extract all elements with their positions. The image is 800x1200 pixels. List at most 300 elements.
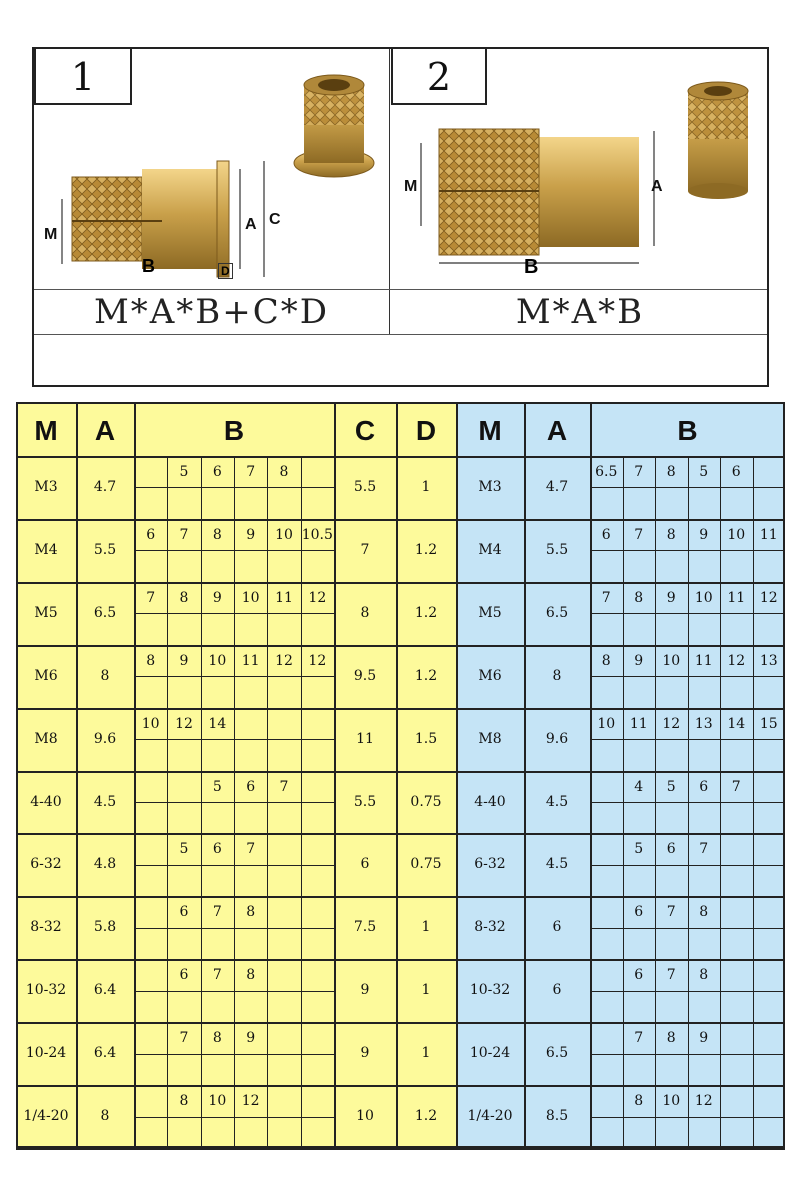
size-a-right: 8.5: [545, 1108, 569, 1125]
size-b: 7: [212, 904, 222, 921]
size-b-right: 6: [731, 464, 741, 480]
size-b-right: 10: [597, 715, 616, 732]
grid-line: [301, 959, 302, 1022]
size-b-right: 13: [694, 715, 713, 732]
grid-line: [655, 708, 656, 771]
size-b: [134, 1022, 167, 1054]
size-b: 8: [279, 464, 289, 480]
size-b-right: 11: [727, 589, 746, 606]
size-b: 10: [241, 589, 260, 606]
dim-label-b2: B: [524, 256, 539, 278]
size-b-right: [720, 1022, 753, 1054]
grid-line: [267, 519, 268, 582]
size-b: 10: [208, 652, 227, 669]
grid-line: [688, 708, 689, 771]
grid-line: [16, 833, 785, 835]
size-b-right: 12: [759, 589, 778, 606]
grid-line: [201, 456, 202, 519]
size-b-right: 12: [727, 652, 746, 669]
grid-line: [753, 896, 754, 959]
grid-line: [655, 896, 656, 959]
grid-line: [267, 645, 268, 708]
size-b: 7: [246, 464, 256, 480]
grid-line: [623, 519, 624, 582]
size-c: 9: [360, 982, 370, 999]
size-b-right: 7: [634, 1030, 644, 1047]
size-b: 8: [212, 1030, 222, 1047]
size-b: 7: [212, 967, 222, 984]
size-b: 10: [208, 1093, 227, 1110]
grid-line: [301, 771, 302, 834]
grid-line: [16, 519, 785, 521]
grid-line: [655, 645, 656, 708]
size-m-right: M3: [478, 479, 502, 495]
size-b: 7: [179, 1030, 189, 1047]
grid-line: [16, 1148, 785, 1150]
grid-line: [623, 456, 624, 519]
flanged-insert-diagram: [42, 99, 292, 289]
size-b-right: [590, 896, 623, 928]
size-c: 7: [360, 541, 370, 558]
grid-line: [234, 1022, 235, 1085]
size-b-right: 7: [634, 464, 644, 480]
grid-line: [655, 582, 656, 645]
size-c: 6: [360, 856, 370, 873]
dim-label-m: M: [44, 226, 58, 243]
grid-line: [720, 1022, 721, 1085]
size-b-right: 9: [666, 589, 676, 606]
size-c: 9.5: [353, 667, 377, 684]
size-b-right: 10: [727, 526, 746, 543]
size-d: 1: [421, 919, 431, 936]
size-m: M8: [34, 730, 58, 747]
formula-straight: M*A*B: [515, 292, 645, 332]
size-m: M4: [34, 541, 58, 558]
size-b: 7: [146, 589, 156, 606]
size-b: 9: [246, 1030, 256, 1047]
panel-2-number: 2: [391, 49, 487, 105]
grid-line: [688, 582, 689, 645]
divider-line: [34, 334, 767, 335]
size-m-right: M6: [478, 667, 502, 684]
size-m: M6: [34, 667, 58, 684]
header-d: D: [415, 415, 437, 446]
size-b-right: 14: [727, 715, 746, 732]
size-b: [301, 833, 334, 865]
size-d: 1: [421, 982, 431, 999]
size-b-right: 6: [666, 841, 676, 858]
grid-line: [623, 1022, 624, 1085]
size-b: [301, 1022, 334, 1054]
size-d: 1.2: [414, 541, 438, 558]
size-b-right: 8: [666, 464, 676, 480]
size-b: [267, 1085, 300, 1117]
size-b: [234, 708, 267, 740]
size-m: 10-24: [25, 1045, 67, 1062]
size-b: [301, 708, 334, 740]
size-d: 1.2: [414, 1108, 438, 1125]
grid-line: [688, 959, 689, 1022]
grid-line: [167, 456, 168, 519]
size-b: 14: [208, 715, 227, 732]
grid-line: [456, 402, 458, 1148]
grid-line: [16, 402, 18, 1148]
size-b-right: [753, 771, 786, 803]
size-b-right: [590, 1085, 623, 1117]
grid-line: [720, 645, 721, 708]
grid-line: [16, 896, 785, 898]
grid-line: [16, 1085, 785, 1087]
size-m-right: 1/4-20: [467, 1108, 513, 1125]
grid-line: [301, 456, 302, 519]
grid-line: [590, 402, 592, 1148]
grid-line: [201, 519, 202, 582]
size-b: 5: [212, 778, 222, 795]
grid-line: [688, 1085, 689, 1148]
grid-line: [16, 959, 785, 961]
size-b-right: 11: [759, 526, 778, 543]
size-a: 4.8: [93, 856, 117, 873]
size-a-right: 4.7: [545, 479, 569, 495]
grid-line: [688, 896, 689, 959]
size-b-right: [753, 456, 786, 488]
size-a: 4.5: [93, 793, 117, 810]
size-b: 12: [308, 589, 327, 606]
size-b-right: 11: [629, 715, 648, 732]
size-b: [134, 896, 167, 928]
size-b-right: 5: [666, 778, 676, 795]
size-b-right: 6.5: [595, 464, 618, 480]
size-b-right: [753, 833, 786, 865]
grid-line: [16, 1022, 785, 1024]
grid-line: [301, 833, 302, 896]
size-b: 12: [241, 1093, 260, 1110]
dim-label-a: A: [245, 216, 257, 233]
size-b-right: 8: [634, 1093, 644, 1110]
dim-label-c: C: [269, 211, 281, 228]
size-a-right: 6.5: [545, 1045, 569, 1062]
grid-line: [16, 771, 785, 773]
size-m-right: M4: [478, 541, 502, 558]
header-b-right: B: [677, 415, 698, 446]
grid-line: [267, 456, 268, 519]
grid-line: [267, 771, 268, 834]
size-b-right: [720, 959, 753, 991]
size-a-right: 4.5: [545, 793, 569, 810]
size-b-right: [753, 896, 786, 928]
size-c: 11: [356, 730, 374, 747]
grid-line: [234, 896, 235, 959]
size-b-right: 8: [634, 589, 644, 606]
size-a: 5.5: [93, 541, 117, 558]
dim-label-a2: A: [651, 178, 663, 195]
size-b: [267, 833, 300, 865]
grid-line: [783, 402, 785, 1148]
grid-line: [167, 896, 168, 959]
size-b-right: 6: [699, 778, 709, 795]
size-a-right: 8: [552, 667, 562, 684]
size-b-right: 4: [634, 778, 644, 795]
grid-line: [524, 402, 526, 1148]
grid-line: [267, 708, 268, 771]
size-b-right: 8: [699, 967, 709, 984]
grid-line: [623, 708, 624, 771]
grid-line: [688, 456, 689, 519]
size-b: 7: [279, 778, 289, 795]
grid-line: [267, 896, 268, 959]
size-b: 8: [246, 904, 256, 921]
grid-line: [201, 833, 202, 896]
grid-line: [267, 833, 268, 896]
size-m: 1/4-20: [23, 1108, 69, 1125]
size-b: [134, 833, 167, 865]
size-b: [134, 456, 167, 488]
grid-line: [688, 1022, 689, 1085]
size-b-right: 9: [699, 1030, 709, 1047]
grid-line: [753, 771, 754, 834]
size-d: 0.75: [410, 856, 442, 873]
size-b: 8: [146, 652, 156, 669]
size-b: [301, 456, 334, 488]
grid-line: [753, 833, 754, 896]
grid-line: [688, 519, 689, 582]
grid-line: [16, 708, 785, 710]
size-b: 10: [141, 715, 160, 732]
size-m: 6-32: [30, 856, 62, 873]
size-a-right: 4.5: [545, 856, 569, 873]
grid-line: [688, 771, 689, 834]
grid-line: [167, 771, 168, 834]
size-b-right: [590, 1022, 623, 1054]
size-b: 9: [179, 652, 189, 669]
size-d: 1: [421, 1045, 431, 1062]
grid-line: [234, 1085, 235, 1148]
size-b: 5: [179, 841, 189, 858]
size-b-right: 11: [694, 652, 713, 669]
grid-line: [167, 1085, 168, 1148]
size-b-right: [753, 1022, 786, 1054]
size-b-right: 15: [759, 715, 778, 732]
size-b-right: [720, 833, 753, 865]
grid-line: [623, 645, 624, 708]
size-b-right: 8: [666, 526, 676, 543]
size-b: 11: [241, 652, 260, 669]
grid-line: [234, 771, 235, 834]
size-b-right: 9: [634, 652, 644, 669]
size-b: [301, 1085, 334, 1117]
size-b-right: [590, 959, 623, 991]
dim-label-b: B: [142, 256, 155, 276]
size-a: 4.7: [93, 479, 117, 495]
grid-line: [234, 959, 235, 1022]
size-d: 0.75: [410, 793, 442, 810]
size-b: 9: [212, 589, 222, 606]
size-m-right: M5: [478, 604, 502, 621]
size-b-right: [590, 771, 623, 803]
grid-line: [655, 771, 656, 834]
grid-line: [753, 959, 754, 1022]
grid-line: [201, 959, 202, 1022]
grid-line: [301, 519, 302, 582]
grid-line: [234, 645, 235, 708]
grid-line: [623, 959, 624, 1022]
grid-line: [167, 582, 168, 645]
size-b: 10.5: [301, 526, 333, 543]
size-b: 12: [308, 652, 327, 669]
grid-line: [16, 582, 785, 584]
size-table: [16, 402, 785, 1148]
grid-line: [655, 456, 656, 519]
grid-line: [234, 708, 235, 771]
grid-line: [753, 582, 754, 645]
grid-line: [201, 645, 202, 708]
size-b-right: 9: [699, 526, 709, 543]
grid-line: [76, 402, 78, 1148]
grid-line: [623, 771, 624, 834]
flanged-insert-photo: [290, 65, 378, 185]
dim-label-d: D: [218, 263, 233, 279]
size-b-right: 7: [666, 904, 676, 921]
size-b-right: 8: [601, 652, 611, 669]
size-a: 8: [100, 667, 110, 684]
grid-line: [720, 456, 721, 519]
size-b: [301, 771, 334, 803]
grid-line: [167, 1022, 168, 1085]
size-b: [134, 771, 167, 803]
size-a: 6.4: [93, 1045, 117, 1062]
dim-label-m2: M: [404, 178, 418, 195]
size-d: 1.5: [414, 730, 438, 747]
size-b: 10: [275, 526, 293, 543]
grid-line: [720, 519, 721, 582]
size-a-right: 5.5: [545, 541, 569, 558]
grid-line: [753, 456, 754, 519]
divider-line: [34, 289, 767, 290]
size-b: 5: [179, 464, 189, 480]
grid-line: [16, 645, 785, 647]
grid-line: [720, 582, 721, 645]
grid-line: [301, 582, 302, 645]
size-b-right: 6: [634, 967, 644, 984]
size-m-right: 6-32: [474, 856, 506, 873]
size-b-right: 5: [699, 464, 709, 480]
grid-line: [234, 456, 235, 519]
grid-line: [167, 833, 168, 896]
size-b: [267, 1022, 300, 1054]
grid-line: [201, 1022, 202, 1085]
size-d: 1.2: [414, 604, 438, 621]
grid-line: [201, 582, 202, 645]
header-c: C: [354, 415, 376, 446]
grid-line: [267, 1085, 268, 1148]
size-b-right: 7: [699, 841, 709, 858]
size-b: 6: [246, 778, 256, 795]
grid-line: [16, 456, 785, 458]
size-m: M3: [34, 479, 58, 495]
size-b: [134, 959, 167, 991]
size-m: M5: [34, 604, 58, 621]
size-b-right: [753, 1085, 786, 1117]
size-b-right: 5: [634, 841, 644, 858]
size-b-right: 10: [694, 589, 713, 606]
grid-line: [301, 1022, 302, 1085]
size-a-right: 6.5: [545, 604, 569, 621]
size-b: [267, 708, 300, 740]
size-b: 8: [212, 526, 222, 543]
grid-line: [753, 645, 754, 708]
header-a: A: [94, 415, 116, 446]
size-b: 12: [275, 652, 293, 669]
header-a-right: A: [546, 415, 568, 446]
grid-line: [720, 708, 721, 771]
size-c: 5.5: [353, 479, 377, 495]
size-a-right: 9.6: [545, 730, 569, 747]
size-c: 7.5: [353, 919, 377, 936]
size-b: 6: [146, 526, 156, 543]
grid-line: [267, 1022, 268, 1085]
size-a-right: 6: [552, 982, 562, 999]
grid-line: [201, 771, 202, 834]
grid-line: [623, 896, 624, 959]
size-b-right: [590, 833, 623, 865]
grid-line: [753, 708, 754, 771]
size-c: 8: [360, 604, 370, 621]
grid-line: [753, 519, 754, 582]
size-m: 8-32: [30, 919, 62, 936]
size-b: 6: [212, 841, 222, 858]
grid-line: [655, 1085, 656, 1148]
size-b: 8: [179, 589, 189, 606]
size-b: [267, 959, 300, 991]
size-m-right: M8: [478, 730, 502, 747]
size-d: 1.2: [414, 667, 438, 684]
size-c: 5.5: [353, 793, 377, 810]
size-a: 9.6: [93, 730, 117, 747]
size-b-right: 7: [601, 589, 611, 606]
grid-line: [623, 1085, 624, 1148]
grid-line: [16, 402, 785, 404]
size-b-right: [720, 896, 753, 928]
size-a-right: 6: [552, 919, 562, 936]
size-b-right: 6: [634, 904, 644, 921]
illustration-panel: [32, 47, 769, 387]
size-b-right: 7: [731, 778, 741, 795]
size-b-right: 6: [601, 526, 611, 543]
size-b-right: 13: [759, 652, 778, 669]
size-b: 6: [179, 904, 189, 921]
header-m-right: M: [478, 415, 502, 446]
grid-line: [167, 959, 168, 1022]
panel-1-number: 1: [34, 49, 132, 105]
grid-line: [167, 708, 168, 771]
size-b: [267, 896, 300, 928]
size-c: 9: [360, 1045, 370, 1062]
size-m-right: 10-32: [469, 982, 511, 999]
grid-line: [655, 959, 656, 1022]
size-b: 11: [275, 589, 293, 606]
size-b: [301, 896, 334, 928]
size-b-right: 12: [694, 1093, 713, 1110]
grid-line: [655, 1022, 656, 1085]
grid-line: [655, 519, 656, 582]
size-a: 6.5: [93, 604, 117, 621]
size-b: [301, 959, 334, 991]
size-d: 1: [421, 479, 431, 495]
formula-flanged: M*A*B+C*D: [93, 292, 330, 332]
size-m: 10-32: [25, 982, 67, 999]
size-b: 7: [179, 526, 189, 543]
size-a: 5.8: [93, 919, 117, 936]
